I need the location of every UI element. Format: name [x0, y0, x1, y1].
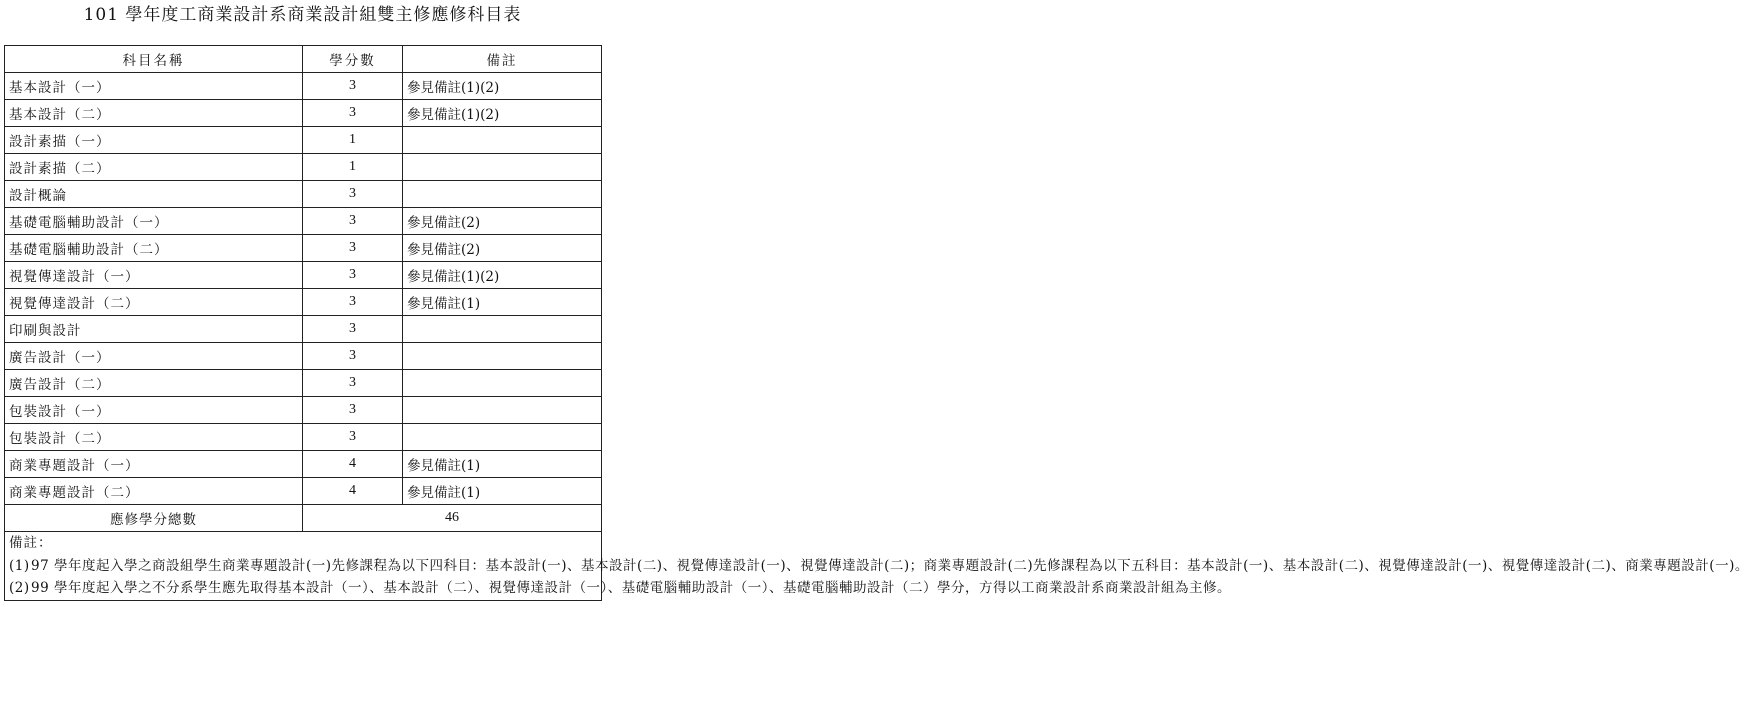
- total-credits-label: 應修學分總數: [5, 505, 303, 532]
- table-row: [5, 316, 602, 343]
- total-row: [5, 505, 602, 532]
- table-row: [5, 397, 602, 424]
- credits-cell: 3: [303, 235, 403, 262]
- course-name-cell: 視覺傳達設計（一）: [5, 262, 303, 289]
- course-name-cell: 視覺傳達設計（二）: [5, 289, 303, 316]
- note-marker: (1): [9, 557, 30, 574]
- notes-section: [5, 532, 1749, 601]
- table-row: [5, 424, 602, 451]
- remark-cell: [403, 370, 602, 397]
- course-name-cell: 基礎電腦輔助設計（一）: [5, 208, 303, 235]
- credits-cell: 3: [303, 181, 403, 208]
- total-credits-value: 46: [303, 505, 602, 532]
- table-row: [5, 235, 602, 262]
- notes-row: [5, 532, 602, 601]
- header-credits: 學分數: [303, 46, 403, 73]
- remark-cell: 參見備註(1)(2): [403, 100, 602, 127]
- remark-cell: [403, 127, 602, 154]
- remark-cell: [403, 424, 602, 451]
- note-text: 99 學年度起入學之不分系學生應先取得基本設計（一）、基本設計（二）、視覺傳達設計（一）、基礎電腦輔助設計（一）、基礎電腦輔助設計（二）學分，方得以工商業設計系商業設計組為主修。: [31, 580, 1231, 596]
- course-name-cell: 商業專題設計（二）: [5, 478, 303, 505]
- table-row: [5, 451, 602, 478]
- credits-cell: 1: [303, 154, 403, 181]
- table-row: [5, 262, 602, 289]
- remark-cell: 參見備註(2): [403, 235, 602, 262]
- credits-cell: 3: [303, 397, 403, 424]
- remark-cell: [403, 343, 602, 370]
- table-row: [5, 370, 602, 397]
- credits-cell: 3: [303, 208, 403, 235]
- table-row: [5, 478, 602, 505]
- table-row: [5, 100, 602, 127]
- credits-cell: 3: [303, 424, 403, 451]
- course-name-cell: 廣告設計（二）: [5, 370, 303, 397]
- course-name-cell: 基本設計（一）: [5, 73, 303, 100]
- notes-heading: 備註：: [9, 535, 53, 551]
- credits-cell: 3: [303, 262, 403, 289]
- credits-cell: 4: [303, 451, 403, 478]
- table-row: [5, 127, 602, 154]
- remark-cell: 參見備註(2): [403, 208, 602, 235]
- note-marker: (2): [9, 580, 30, 596]
- remark-cell: [403, 154, 602, 181]
- remark-cell: 參見備註(1)(2): [403, 262, 602, 289]
- credits-cell: 1: [303, 127, 403, 154]
- table-row: [5, 289, 602, 316]
- table-row: [5, 208, 602, 235]
- note-item: [9, 555, 1749, 578]
- course-name-cell: 印刷與設計: [5, 316, 303, 343]
- course-name-cell: 設計素描（一）: [5, 127, 303, 154]
- course-name-cell: 包裝設計（一）: [5, 397, 303, 424]
- note-text: 97 學年度起入學之商設組學生商業專題設計(一)先修課程為以下四科目：基本設計(一)、基本設計(二)、視覺傳達設計(一)、視覺傳達設計(二)；商業專題設計(二)先修課程為以下五科目：基本設計(一)、基本設計(二)、視覺傳達設計(一)、視覺傳達設計(二)、商業專題設計(一)。: [31, 557, 1749, 574]
- credits-cell: 4: [303, 478, 403, 505]
- table-row: [5, 343, 602, 370]
- credits-cell: 3: [303, 343, 403, 370]
- credits-cell: 3: [303, 289, 403, 316]
- remark-cell: 參見備註(1): [403, 451, 602, 478]
- course-name-cell: 設計素描（二）: [5, 154, 303, 181]
- course-name-cell: 商業專題設計（一）: [5, 451, 303, 478]
- table-header-row: [5, 46, 602, 73]
- remark-cell: [403, 316, 602, 343]
- remark-cell: [403, 397, 602, 424]
- header-remarks: 備註: [403, 46, 602, 73]
- course-name-cell: 廣告設計（一）: [5, 343, 303, 370]
- course-name-cell: 基本設計（二）: [5, 100, 303, 127]
- note-item: [9, 577, 1231, 600]
- course-name-cell: 包裝設計（二）: [5, 424, 303, 451]
- table-row: [5, 181, 602, 208]
- credits-cell: 3: [303, 73, 403, 100]
- credits-cell: 3: [303, 370, 403, 397]
- remark-cell: [403, 181, 602, 208]
- course-name-cell: 設計概論: [5, 181, 303, 208]
- remark-cell: 參見備註(1): [403, 478, 602, 505]
- credits-cell: 3: [303, 316, 403, 343]
- remark-cell: 參見備註(1)(2): [403, 73, 602, 100]
- credits-cell: 3: [303, 100, 403, 127]
- page-title: 101 學年度工商業設計系商業設計組雙主修應修科目表: [83, 5, 522, 25]
- header-course-name: 科目名稱: [5, 46, 303, 73]
- course-table: [4, 45, 1749, 601]
- table-row: [5, 154, 602, 181]
- course-name-cell: 基礎電腦輔助設計（二）: [5, 235, 303, 262]
- remark-cell: 參見備註(1): [403, 289, 602, 316]
- table-row: [5, 73, 602, 100]
